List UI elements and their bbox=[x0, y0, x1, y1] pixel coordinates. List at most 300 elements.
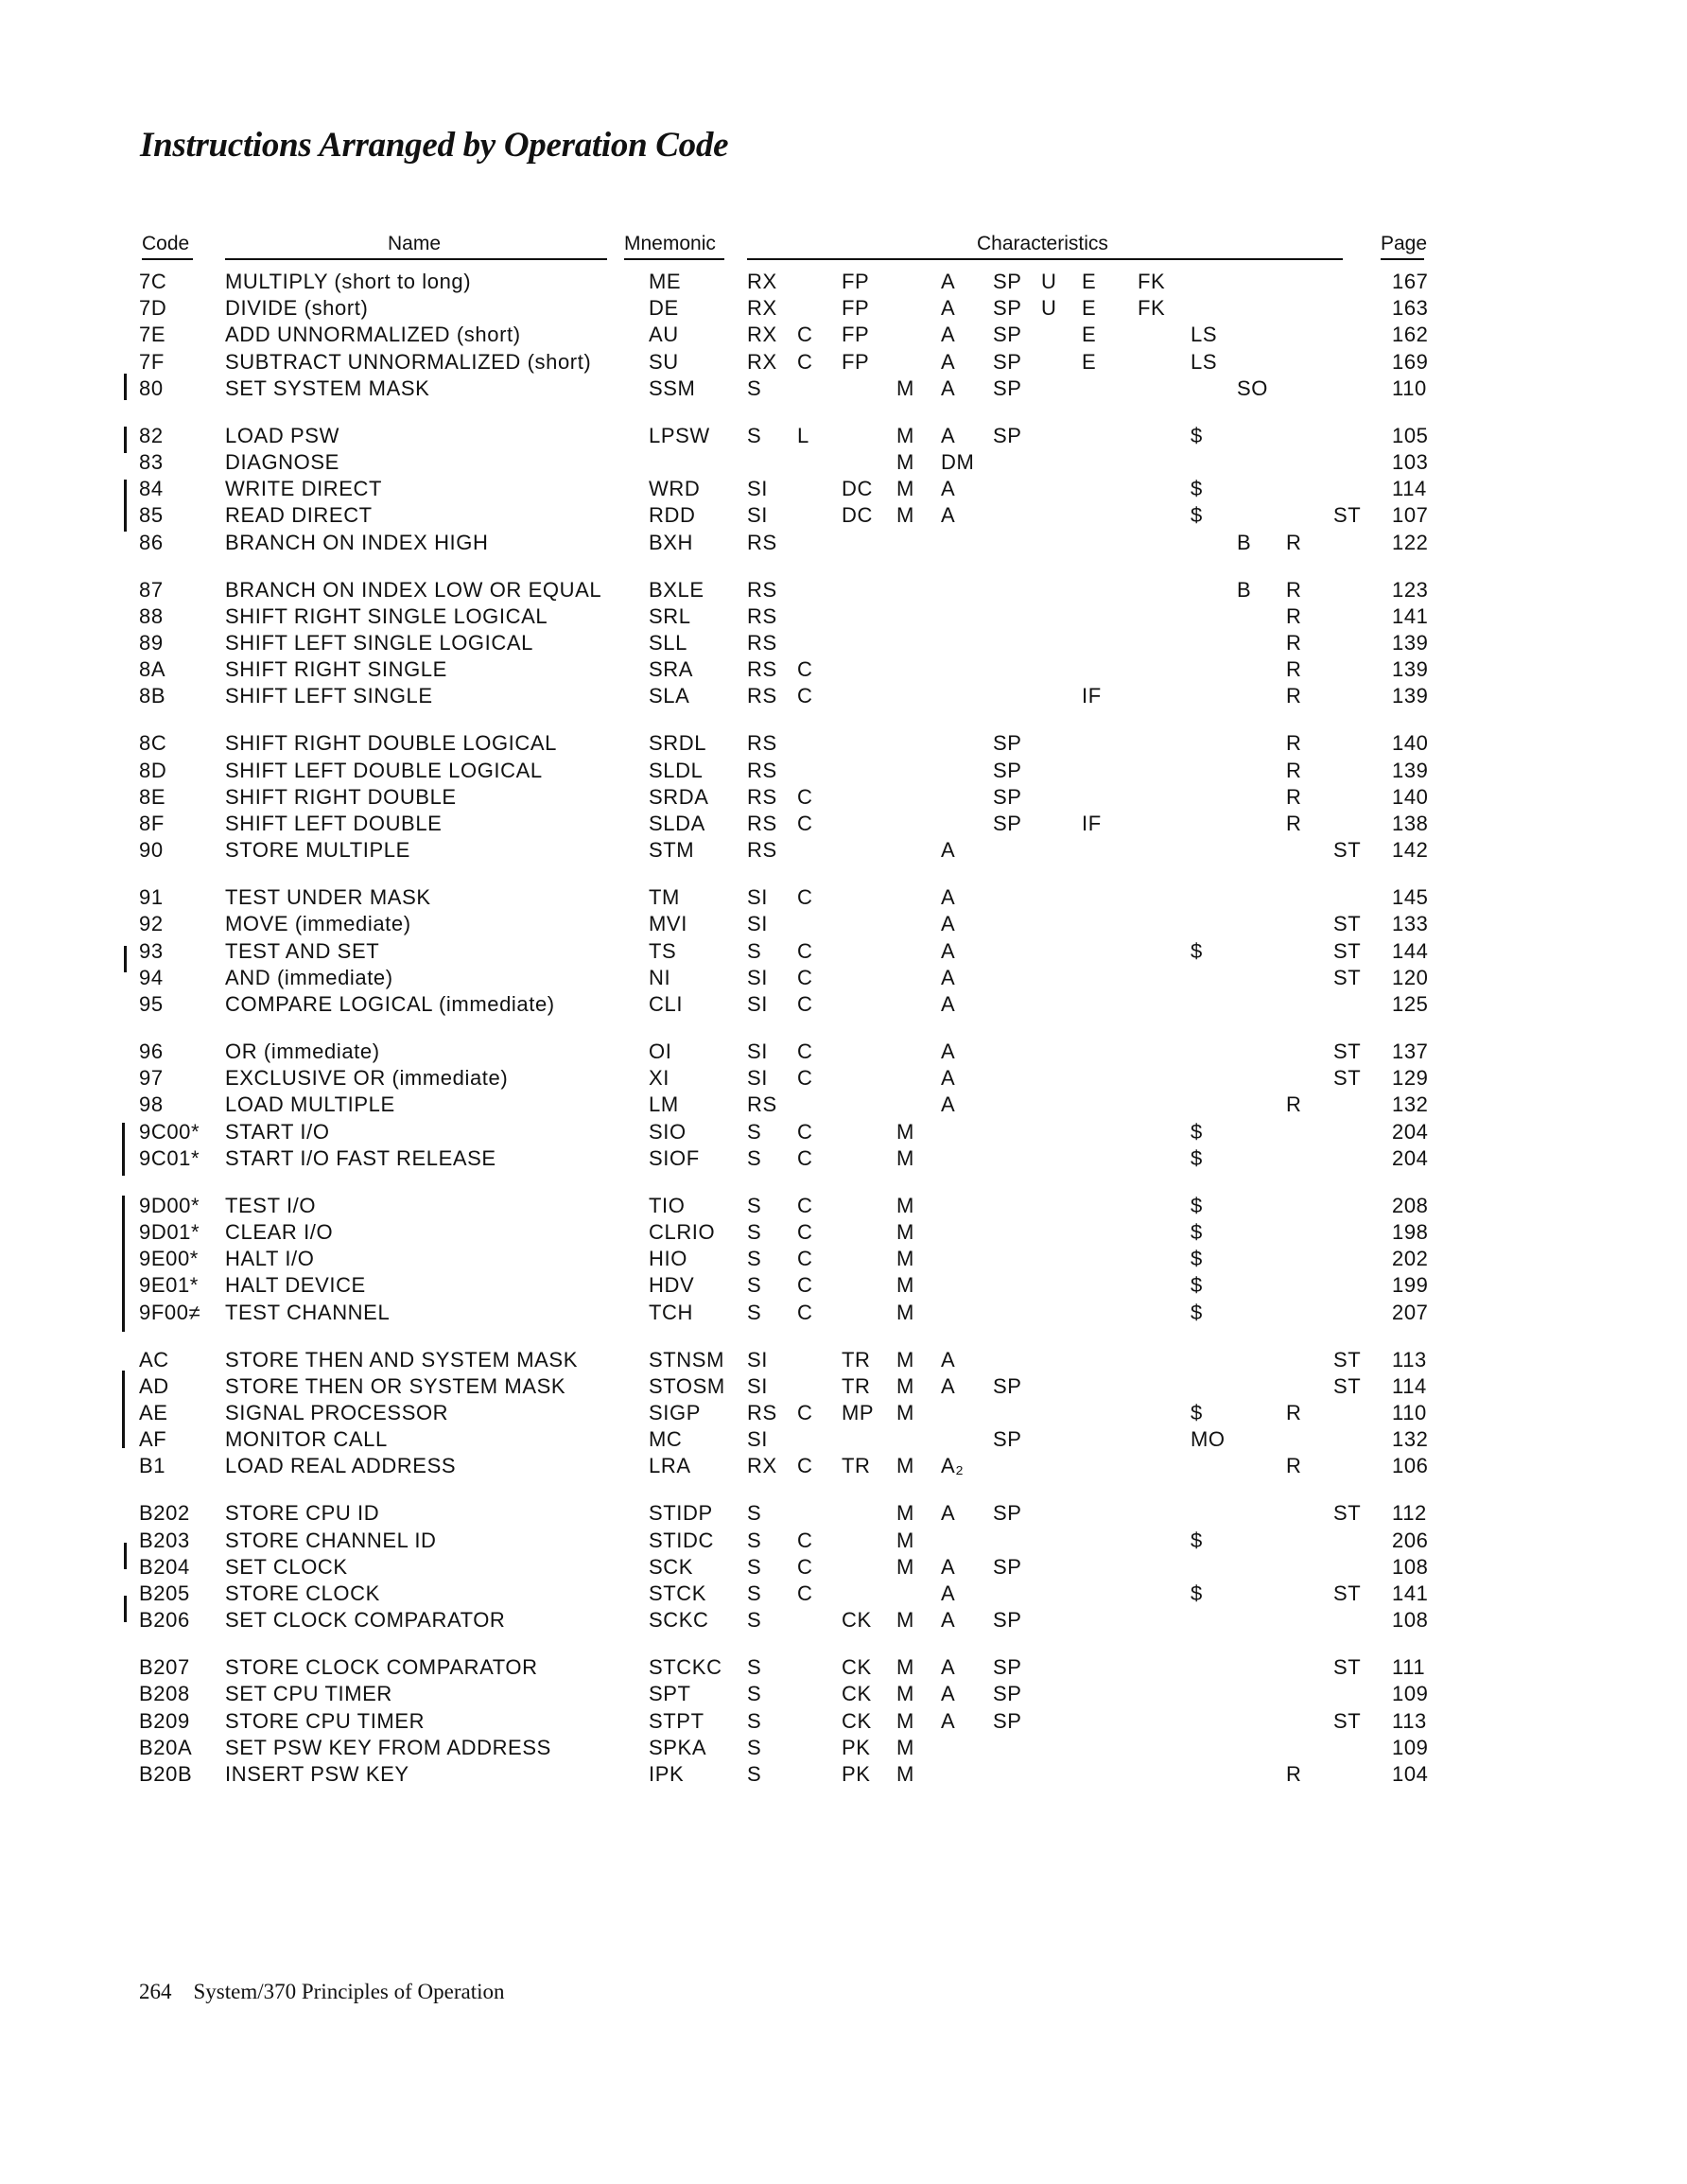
cell-c1: S bbox=[747, 1528, 762, 1552]
cell-page: 139 bbox=[1392, 684, 1429, 708]
cell-name: SET CLOCK bbox=[225, 1554, 348, 1579]
cell-c7: U bbox=[1041, 296, 1057, 321]
table-row bbox=[0, 656, 1687, 683]
cell-page: 162 bbox=[1392, 323, 1429, 347]
cell-c12: R bbox=[1286, 1762, 1302, 1786]
cell-page: 145 bbox=[1392, 885, 1429, 910]
cell-c2: C bbox=[797, 1145, 813, 1170]
cell-code: B204 bbox=[139, 1554, 190, 1579]
cell-c3: TR bbox=[842, 1347, 871, 1372]
cell-c12: R bbox=[1286, 758, 1302, 782]
cell-code: 9D00* bbox=[139, 1193, 200, 1217]
cell-code: 9E01* bbox=[139, 1273, 199, 1298]
revision-bar bbox=[122, 1123, 125, 1176]
cell-c2: C bbox=[797, 1300, 813, 1324]
cell-mnemonic: SIOF bbox=[649, 1145, 700, 1170]
table-row bbox=[0, 502, 1687, 529]
cell-c6: SP bbox=[993, 758, 1022, 782]
cell-c1: S bbox=[747, 1762, 762, 1786]
cell-name: STORE CLOCK bbox=[225, 1581, 380, 1605]
footer-page-number: 264 bbox=[139, 1980, 172, 2003]
cell-name: CLEAR I/O bbox=[225, 1220, 334, 1244]
cell-c11: B bbox=[1237, 530, 1252, 554]
cell-code: 96 bbox=[139, 1040, 164, 1063]
cell-c4: M bbox=[896, 503, 914, 528]
header-name: Name bbox=[388, 233, 442, 254]
cell-c13: ST bbox=[1333, 838, 1362, 863]
cell-page: 139 bbox=[1392, 631, 1429, 655]
cell-c4: M bbox=[896, 1762, 914, 1786]
cell-c1: SI bbox=[747, 477, 768, 501]
cell-name: TEST AND SET bbox=[225, 938, 380, 963]
cell-c2: C bbox=[797, 1193, 813, 1217]
cell-c2: C bbox=[797, 1554, 813, 1579]
cell-c3: PK bbox=[842, 1735, 871, 1759]
cell-c10: $ bbox=[1191, 1401, 1203, 1424]
cell-c4: M bbox=[896, 477, 914, 501]
revision-bar bbox=[124, 480, 127, 532]
cell-c4: M bbox=[896, 1247, 914, 1271]
cell-page: 113 bbox=[1392, 1708, 1427, 1733]
cell-c6: SP bbox=[993, 1655, 1022, 1680]
cell-mnemonic: SPKA bbox=[649, 1735, 707, 1759]
cell-mnemonic: TIO bbox=[649, 1193, 686, 1217]
cell-c2: C bbox=[797, 965, 813, 989]
table-row bbox=[0, 1554, 1687, 1581]
cell-code: 8A bbox=[139, 657, 166, 682]
cell-c2: C bbox=[797, 992, 813, 1016]
cell-c1: RS bbox=[747, 577, 777, 602]
cell-page: 108 bbox=[1392, 1554, 1429, 1579]
cell-mnemonic: BXH bbox=[649, 530, 694, 554]
cell-name: READ DIRECT bbox=[225, 503, 373, 528]
cell-c1: SI bbox=[747, 885, 768, 910]
cell-name: MOVE (immediate) bbox=[225, 912, 411, 936]
cell-mnemonic: CLI bbox=[649, 992, 684, 1016]
cell-c8: E bbox=[1082, 349, 1097, 374]
cell-c12: R bbox=[1286, 1401, 1302, 1424]
cell-c5: A bbox=[941, 938, 956, 963]
cell-c1: RS bbox=[747, 631, 777, 655]
table-row bbox=[0, 1193, 1687, 1219]
cell-page: 144 bbox=[1392, 938, 1429, 963]
cell-c3: DC bbox=[842, 477, 873, 501]
cell-c10: $ bbox=[1191, 423, 1203, 447]
cell-c5: A bbox=[941, 1373, 956, 1398]
cell-c3: CK bbox=[842, 1682, 872, 1706]
cell-c1: S bbox=[747, 1247, 762, 1271]
cell-c6: SP bbox=[993, 784, 1022, 809]
cell-code: AC bbox=[139, 1347, 169, 1372]
cell-mnemonic: TCH bbox=[649, 1300, 694, 1324]
cell-c6: SP bbox=[993, 1608, 1022, 1633]
cell-c5: A bbox=[941, 912, 956, 936]
cell-mnemonic: HDV bbox=[649, 1273, 695, 1298]
cell-c1: RX bbox=[747, 349, 777, 374]
cell-c1: RX bbox=[747, 270, 777, 293]
cell-c2: C bbox=[797, 938, 813, 963]
cell-c4: M bbox=[896, 1528, 914, 1552]
table-row bbox=[0, 1500, 1687, 1527]
cell-mnemonic: RDD bbox=[649, 503, 696, 528]
cell-c13: ST bbox=[1333, 912, 1362, 936]
cell-name: STORE CPU ID bbox=[225, 1501, 380, 1526]
cell-code: 7E bbox=[139, 323, 166, 347]
cell-page: 133 bbox=[1392, 912, 1429, 936]
table-row bbox=[0, 1528, 1687, 1554]
cell-c13: ST bbox=[1333, 1066, 1362, 1091]
cell-page: 103 bbox=[1392, 450, 1429, 474]
cell-c4: M bbox=[896, 1554, 914, 1579]
cell-c3: MP bbox=[842, 1401, 875, 1424]
cell-c9: FK bbox=[1138, 296, 1166, 321]
cell-name: TEST UNDER MASK bbox=[225, 885, 431, 910]
cell-mnemonic: STNSM bbox=[649, 1347, 724, 1372]
cell-page: 141 bbox=[1392, 603, 1429, 628]
cell-code: 98 bbox=[139, 1092, 164, 1117]
cell-c1: RS bbox=[747, 838, 777, 863]
cell-c4: M bbox=[896, 1735, 914, 1759]
table-row bbox=[0, 758, 1687, 784]
cell-code: 9F00≠ bbox=[139, 1300, 201, 1324]
cell-c2: C bbox=[797, 1401, 813, 1424]
cell-c12: R bbox=[1286, 577, 1302, 602]
cell-mnemonic: SRDA bbox=[649, 784, 709, 809]
cell-mnemonic: SIGP bbox=[649, 1401, 701, 1424]
cell-mnemonic: MC bbox=[649, 1427, 683, 1452]
cell-c6: SP bbox=[993, 270, 1022, 293]
cell-page: 125 bbox=[1392, 992, 1429, 1016]
cell-c13: ST bbox=[1333, 1655, 1362, 1680]
revision-bar bbox=[124, 374, 127, 400]
cell-c4: M bbox=[896, 450, 914, 474]
table-row bbox=[0, 269, 1687, 295]
cell-c12: R bbox=[1286, 603, 1302, 628]
cell-c5: A bbox=[941, 477, 956, 501]
cell-mnemonic: OI bbox=[649, 1040, 672, 1063]
cell-c12: R bbox=[1286, 784, 1302, 809]
cell-mnemonic: STM bbox=[649, 838, 695, 863]
cell-page: 111 bbox=[1392, 1655, 1426, 1680]
cell-c6: SP bbox=[993, 812, 1022, 835]
cell-c5: A bbox=[941, 1608, 956, 1633]
cell-code: 89 bbox=[139, 631, 164, 655]
cell-c10: $ bbox=[1191, 1220, 1203, 1244]
table-row bbox=[0, 1426, 1687, 1453]
cell-code: B202 bbox=[139, 1501, 190, 1526]
cell-name: EXCLUSIVE OR (immediate) bbox=[225, 1066, 509, 1091]
cell-c1: RS bbox=[747, 731, 777, 756]
table-row bbox=[0, 376, 1687, 402]
cell-c4: M bbox=[896, 1401, 914, 1424]
cell-mnemonic: TM bbox=[649, 885, 680, 910]
cell-c10: LS bbox=[1191, 349, 1218, 374]
cell-c1: SI bbox=[747, 503, 768, 528]
cell-c3: CK bbox=[842, 1655, 872, 1680]
cell-c1: SI bbox=[747, 1373, 768, 1398]
cell-name: SHIFT RIGHT DOUBLE bbox=[225, 784, 457, 809]
cell-c1: S bbox=[747, 1501, 762, 1526]
cell-code: 85 bbox=[139, 503, 164, 528]
cell-c5: A bbox=[941, 1347, 956, 1372]
cell-c1: RS bbox=[747, 684, 777, 708]
cell-code: 93 bbox=[139, 938, 164, 963]
revision-bar bbox=[124, 1543, 127, 1569]
cell-name: TEST CHANNEL bbox=[225, 1300, 391, 1324]
cell-code: 90 bbox=[139, 838, 164, 863]
cell-code: 92 bbox=[139, 912, 164, 936]
cell-c2: C bbox=[797, 1581, 813, 1605]
cell-mnemonic: STCK bbox=[649, 1581, 707, 1605]
cell-c1: RS bbox=[747, 758, 777, 782]
cell-page: 204 bbox=[1392, 1119, 1429, 1144]
table-row bbox=[0, 630, 1687, 656]
cell-code: 83 bbox=[139, 450, 164, 474]
cell-name: STORE CLOCK COMPARATOR bbox=[225, 1655, 538, 1680]
table-row bbox=[0, 730, 1687, 757]
cell-name: SET PSW KEY FROM ADDRESS bbox=[225, 1735, 551, 1759]
cell-name: SET CPU TIMER bbox=[225, 1682, 392, 1706]
table-row bbox=[0, 1300, 1687, 1326]
cell-page: 104 bbox=[1392, 1762, 1429, 1786]
page-footer bbox=[139, 1980, 505, 2004]
cell-c1: S bbox=[747, 938, 762, 963]
table-row bbox=[0, 1453, 1687, 1479]
cell-page: 110 bbox=[1392, 376, 1427, 400]
cell-c10: $ bbox=[1191, 1273, 1203, 1298]
cell-page: 142 bbox=[1392, 838, 1429, 863]
cell-c13: ST bbox=[1333, 1040, 1362, 1063]
cell-c5: A bbox=[941, 1040, 956, 1063]
cell-code: 88 bbox=[139, 603, 164, 628]
cell-mnemonic: SLA bbox=[649, 684, 690, 708]
cell-page: 109 bbox=[1392, 1735, 1429, 1759]
cell-mnemonic: SCK bbox=[649, 1554, 694, 1579]
cell-mnemonic: SCKC bbox=[649, 1608, 709, 1633]
cell-code: 87 bbox=[139, 577, 164, 602]
cell-c5: A bbox=[941, 503, 956, 528]
revision-bar bbox=[124, 946, 127, 972]
table-row bbox=[0, 1681, 1687, 1707]
cell-c5: A bbox=[941, 838, 956, 863]
table-row bbox=[0, 1065, 1687, 1092]
cell-name: SUBTRACT UNNORMALIZED (short) bbox=[225, 349, 592, 374]
cell-c2: C bbox=[797, 1273, 813, 1298]
cell-c8: E bbox=[1082, 296, 1097, 321]
cell-code: B206 bbox=[139, 1608, 190, 1633]
cell-c1: SI bbox=[747, 912, 768, 936]
cell-page: 206 bbox=[1392, 1528, 1429, 1552]
cell-c2: C bbox=[797, 812, 813, 835]
cell-code: 95 bbox=[139, 992, 164, 1016]
cell-c3: FP bbox=[842, 323, 870, 347]
cell-c12: R bbox=[1286, 684, 1302, 708]
cell-mnemonic: WRD bbox=[649, 477, 701, 501]
cell-c2: C bbox=[797, 1066, 813, 1091]
cell-c4: M bbox=[896, 1682, 914, 1706]
cell-code: 86 bbox=[139, 530, 164, 554]
cell-c6: SP bbox=[993, 296, 1022, 321]
cell-name: SHIFT LEFT DOUBLE bbox=[225, 812, 443, 835]
cell-c13: ST bbox=[1333, 1347, 1362, 1372]
cell-c6: SP bbox=[993, 376, 1022, 400]
header-page: Page bbox=[1381, 233, 1428, 254]
cell-page: 105 bbox=[1392, 423, 1429, 447]
cell-c5: A bbox=[941, 423, 956, 447]
cell-mnemonic: SLDL bbox=[649, 758, 704, 782]
cell-c10: $ bbox=[1191, 1119, 1203, 1144]
table-row bbox=[0, 884, 1687, 911]
cell-c10: $ bbox=[1191, 477, 1203, 501]
cell-c3: DC bbox=[842, 503, 873, 528]
table-row bbox=[0, 1607, 1687, 1634]
cell-page: 108 bbox=[1392, 1608, 1429, 1633]
cell-c1: S bbox=[747, 1220, 762, 1244]
cell-c4: M bbox=[896, 1220, 914, 1244]
cell-name: MULTIPLY (short to long) bbox=[225, 270, 472, 293]
cell-name: OR (immediate) bbox=[225, 1040, 380, 1063]
cell-c13: ST bbox=[1333, 1581, 1362, 1605]
cell-c13: ST bbox=[1333, 1708, 1362, 1733]
cell-c5: A bbox=[941, 270, 956, 293]
cell-name: SHIFT RIGHT SINGLE LOGICAL bbox=[225, 603, 548, 628]
table-row bbox=[0, 349, 1687, 376]
cell-mnemonic: SRDL bbox=[649, 731, 707, 756]
cell-mnemonic: HIO bbox=[649, 1247, 687, 1271]
cell-page: 199 bbox=[1392, 1273, 1429, 1298]
cell-page: 107 bbox=[1392, 503, 1429, 528]
cell-code: B209 bbox=[139, 1708, 190, 1733]
cell-code: 7F bbox=[139, 349, 165, 374]
cell-c1: RS bbox=[747, 784, 777, 809]
table-row bbox=[0, 603, 1687, 630]
cell-mnemonic: XI bbox=[649, 1066, 670, 1091]
cell-code: B207 bbox=[139, 1655, 190, 1680]
cell-c6: SP bbox=[993, 1501, 1022, 1526]
cell-mnemonic: STIDP bbox=[649, 1501, 713, 1526]
cell-name: STORE CHANNEL ID bbox=[225, 1528, 437, 1552]
cell-c1: RX bbox=[747, 1454, 777, 1478]
cell-page: 138 bbox=[1392, 812, 1429, 835]
cell-name: START I/O FAST RELEASE bbox=[225, 1145, 496, 1170]
cell-c7: U bbox=[1041, 270, 1057, 293]
cell-c6: SP bbox=[993, 349, 1022, 374]
cell-page: 202 bbox=[1392, 1247, 1429, 1271]
cell-c2: C bbox=[797, 323, 813, 347]
cell-c4: M bbox=[896, 1608, 914, 1633]
cell-name: STORE MULTIPLE bbox=[225, 838, 410, 863]
cell-name: MONITOR CALL bbox=[225, 1427, 388, 1452]
table-row bbox=[0, 1246, 1687, 1272]
cell-mnemonic: TS bbox=[649, 938, 677, 963]
cell-c11: SO bbox=[1237, 376, 1268, 400]
cell-name: BRANCH ON INDEX HIGH bbox=[225, 530, 489, 554]
cell-c1: RS bbox=[747, 657, 777, 682]
cell-c5: A bbox=[941, 1066, 956, 1091]
cell-c2: C bbox=[797, 684, 813, 708]
cell-page: 129 bbox=[1392, 1066, 1429, 1091]
cell-mnemonic: MVI bbox=[649, 912, 687, 936]
cell-mnemonic: SSM bbox=[649, 376, 696, 400]
cell-c1: S bbox=[747, 376, 762, 400]
cell-page: 114 bbox=[1392, 477, 1427, 501]
cell-code: 8E bbox=[139, 784, 166, 809]
cell-code: AE bbox=[139, 1401, 168, 1424]
cell-c4: M bbox=[896, 376, 914, 400]
cell-c6: SP bbox=[993, 731, 1022, 756]
table-row bbox=[0, 295, 1687, 322]
footer-book-title: System/370 Principles of Operation bbox=[193, 1980, 505, 2003]
cell-page: 109 bbox=[1392, 1682, 1429, 1706]
table-row bbox=[0, 1347, 1687, 1373]
cell-c5: A bbox=[941, 1682, 956, 1706]
cell-mnemonic: LRA bbox=[649, 1454, 691, 1478]
cell-c1: S bbox=[747, 1300, 762, 1324]
cell-page: 110 bbox=[1392, 1401, 1427, 1424]
cell-mnemonic: DE bbox=[649, 296, 679, 321]
cell-c1: SI bbox=[747, 992, 768, 1016]
cell-c1: SI bbox=[747, 1040, 768, 1063]
cell-c1: S bbox=[747, 423, 762, 447]
cell-c2: C bbox=[797, 1247, 813, 1271]
cell-mnemonic: NI bbox=[649, 965, 671, 989]
cell-c5: A bbox=[941, 1708, 956, 1733]
cell-c4: M bbox=[896, 1347, 914, 1372]
cell-c2: L bbox=[797, 423, 809, 447]
cell-page: 208 bbox=[1392, 1193, 1429, 1217]
table-row bbox=[0, 911, 1687, 937]
cell-page: 140 bbox=[1392, 731, 1429, 756]
cell-page: 106 bbox=[1392, 1454, 1429, 1478]
cell-c10: LS bbox=[1191, 323, 1218, 347]
cell-code: B20A bbox=[139, 1735, 193, 1759]
revision-bar bbox=[122, 1196, 125, 1332]
cell-c4: M bbox=[896, 1501, 914, 1526]
cell-c12: R bbox=[1286, 657, 1302, 682]
cell-c6: SP bbox=[993, 1554, 1022, 1579]
cell-page: 139 bbox=[1392, 657, 1429, 682]
cell-c8: IF bbox=[1082, 684, 1102, 708]
cell-c1: RS bbox=[747, 1401, 777, 1424]
cell-c13: ST bbox=[1333, 503, 1362, 528]
cell-code: 97 bbox=[139, 1066, 164, 1091]
cell-c5: A bbox=[941, 885, 956, 910]
table-row bbox=[0, 577, 1687, 603]
cell-page: 113 bbox=[1392, 1347, 1427, 1372]
cell-c1: RS bbox=[747, 1092, 777, 1117]
cell-name: START I/O bbox=[225, 1119, 330, 1144]
cell-c13: ST bbox=[1333, 1501, 1362, 1526]
cell-page: 198 bbox=[1392, 1220, 1429, 1244]
cell-c2: C bbox=[797, 1220, 813, 1244]
cell-name: BRANCH ON INDEX LOW OR EQUAL bbox=[225, 577, 602, 602]
cell-c11: B bbox=[1237, 577, 1252, 602]
cell-page: 204 bbox=[1392, 1145, 1429, 1170]
cell-c10: $ bbox=[1191, 1581, 1203, 1605]
cell-mnemonic: IPK bbox=[649, 1762, 685, 1786]
cell-code: 91 bbox=[139, 885, 164, 910]
table-row bbox=[0, 1272, 1687, 1299]
cell-page: 163 bbox=[1392, 296, 1429, 321]
cell-page: 167 bbox=[1392, 270, 1429, 293]
cell-mnemonic: BXLE bbox=[649, 577, 704, 602]
cell-c10: $ bbox=[1191, 1300, 1203, 1324]
cell-mnemonic: SPT bbox=[649, 1682, 691, 1706]
cell-c3: FP bbox=[842, 349, 870, 374]
cell-c3: CK bbox=[842, 1608, 872, 1633]
cell-code: 8F bbox=[139, 812, 165, 835]
cell-code: 7C bbox=[139, 270, 167, 293]
